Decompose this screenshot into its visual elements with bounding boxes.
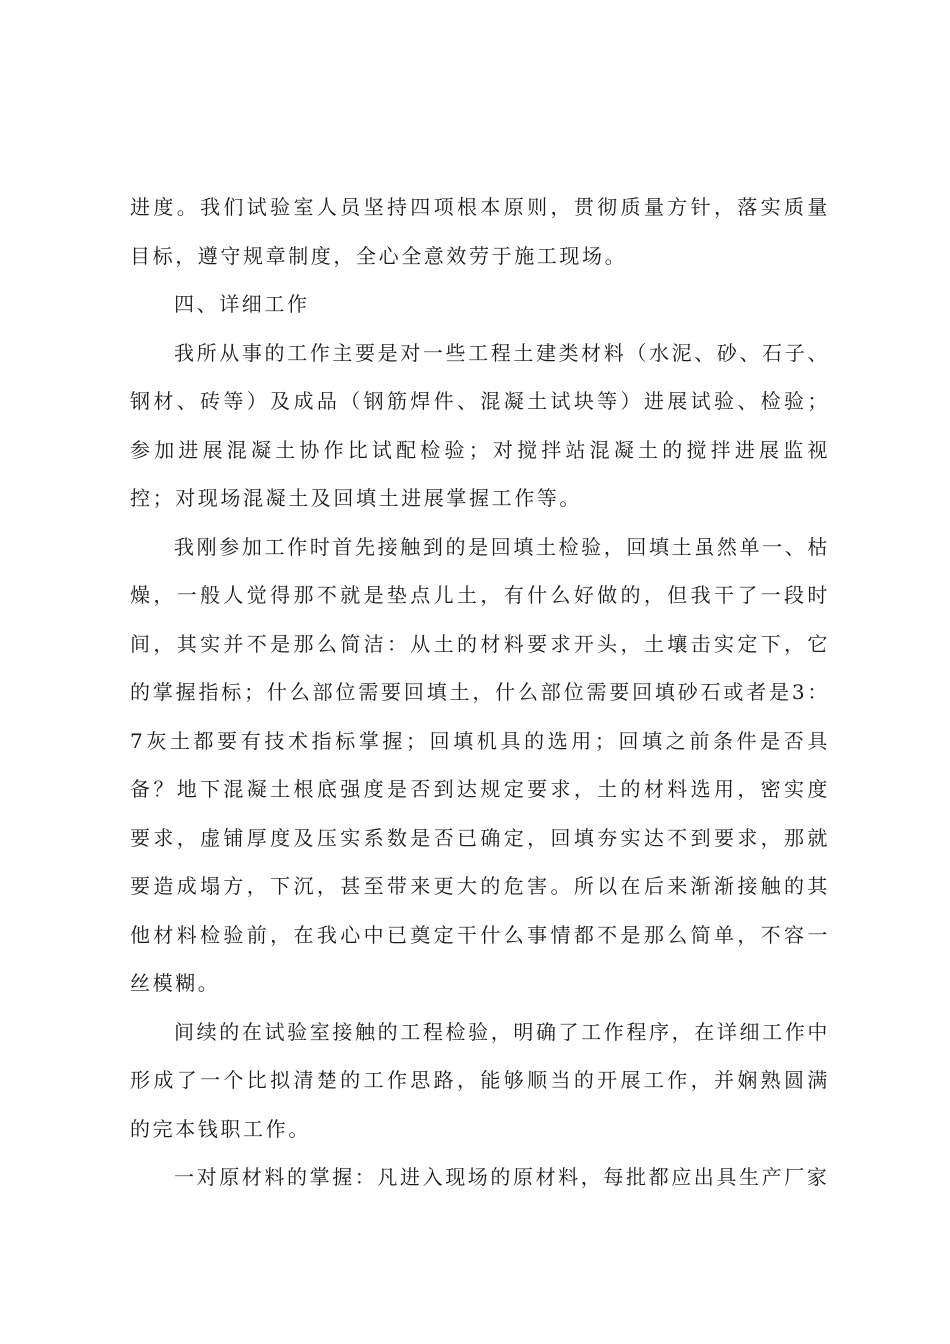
paragraph: 我刚参加工作时首先接触到的是回填土检验，回填土虽然单一、枯燥，一般人觉得那不就是垫点儿土，有什么好做的，但我干了一段时间，其实并不是那么简洁：从土的材料要求开头，土壤击实定下，它的掌握指标；什么部位需要回填土，什么部位需要回填砂石或者是3：7灰土都要有技术指标掌握；回填机具的选用；回填之前条件是否具备？地下混凝土根底强度是否到达规定要求，土的材料选用，密实度要求，虚铺厚度及压实系数是否已确定，回填夯实达不到要求，那就要造成塌方，下沉，甚至带来更大的危害。所以在后来渐渐接触的其他材料检验前，在我心中已奠定干什么事情都不是那么简单，不容一丝模糊。 xyxy=(130,534,830,995)
paragraph: 间续的在试验室接触的工程检验，明确了工作程序，在详细工作中形成了一个比拟清楚的工作思路，能够顺当的开展工作，并娴熟圆满的完本钱职工作。 xyxy=(130,1019,830,1141)
section-heading: 四、详细工作 xyxy=(174,292,310,316)
paragraph-continuation: 进度。我们试验室人员坚持四项根本原则，贯彻质量方针，落实质量目标，遵守规章制度，全心全意效劳于施工现场。 xyxy=(130,195,830,268)
paragraph: 我所从事的工作主要是对一些工程土建类材料（水泥、砂、石子、钢材、砖等）及成品（钢筋焊件、混凝土试块等）进展试验、检验；参加进展混凝土协作比试配检验；对搅拌站混凝土的搅拌进展监视控；对现场混凝土及回填土进展掌握工作等。 xyxy=(130,340,830,510)
paragraph: 一对原材料的掌握：凡进入现场的原材料，每批都应出具生产厂家 xyxy=(174,1165,830,1189)
document-body xyxy=(130,183,830,1202)
